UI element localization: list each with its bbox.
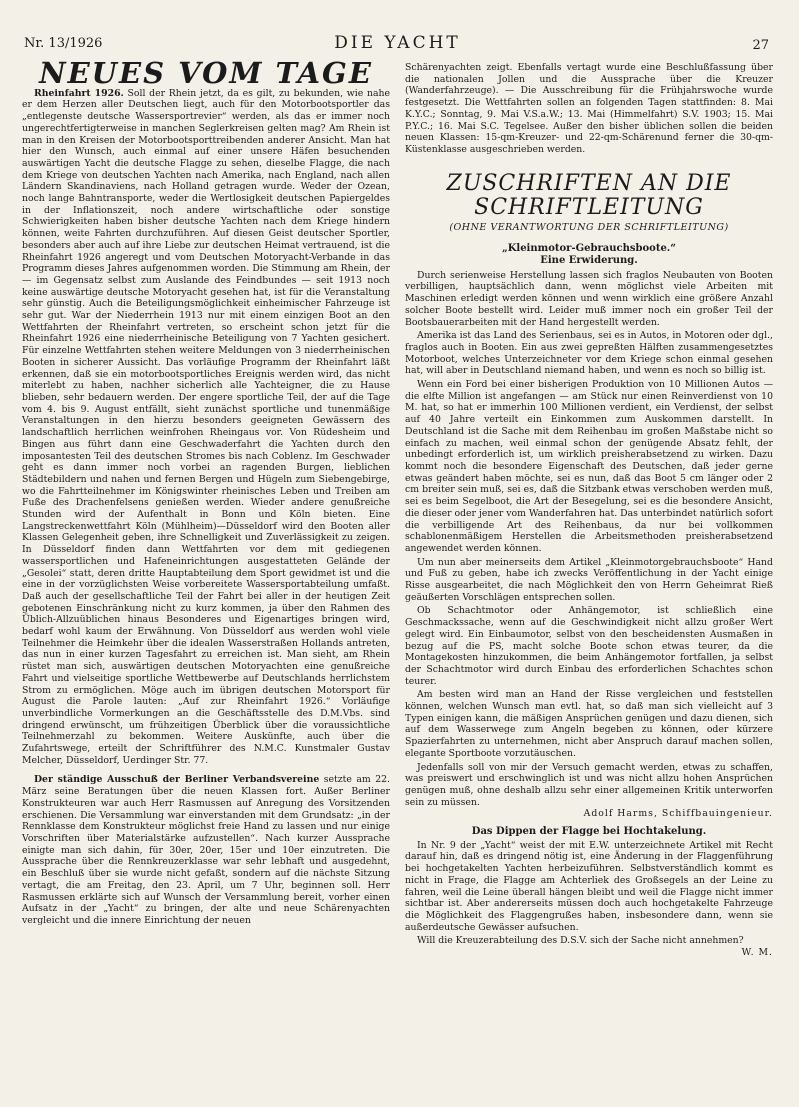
ausschuss-text: setzte am 22. März seine Beratungen über die neuen Klassen fort. Außer Berliner Konstrukteuren war auch Herr Rasmussen auf Anregung des Vorsitzenden erschienen. Die Versammlung war einverstanden mit dem Grundsatz: „in der Rennklasse dem Konstrukteur möglichst freie Hand zu lassen und nur einige Vorschriften über Materialstärke aufzustellen“. Nach kurzer Aussprache einigte man sich dahin, für 30er, 20er, 15er und 10er einzutreten. Die Aussprache über die Rennkreuzerklasse war sehr lebhaft und ausgedehnt, ein Beschluß über sie wurde nicht gefaßt, sondern auf die nächste Sitzung vertagt, die am Freitag, den 23. April, um 7 Uhr, beginnen soll. Herr Rasmussen erklärte sich auf Wunsch der Versammlung bereit, vorher einen Aufsatz in der „Yacht“ zu bringen, der alte und neue Schärenyachten vergleicht und die innere Einrichtung der neuen <box>22 774 391 926</box>
ausschuss-lead: Der ständige Ausschuß der Berliner Verbandsvereine <box>34 774 320 786</box>
left-column <box>22 56 391 959</box>
ausschuss-article <box>22 774 390 926</box>
flag-paragraph: In Nr. 9 der „Yacht“ weist der mit E.W. unterzeichnete Artikel mit Recht darauf hin, daß es dringend nötig ist, eine Änderung in der Flaggenführung bei hochgetakelten Yachten herbeizuführen. Selbstverständlich kommt es nicht in Frage, die Flagge am Achterliek des Großsegels an der Leine zu fahren, weil die Leine überall hängen bleibt und weil die Flagge nicht immer sichtbar ist. Aber andererseits müssen doch auch hochgetakelte Fahrzeuge die Möglichkeit des Flaggengrußes haben, insbesondere dann, wenn sie außerdeutsche Gewässer aufsuchen. <box>405 839 773 933</box>
letter-title: „Kleinmotor-Gebrauchsboote.“ <box>501 243 677 255</box>
letter-subtitle: Eine Erwiderung. <box>540 255 638 267</box>
rheinfahrt-lead: Rheinfahrt 1926. <box>34 87 124 99</box>
flag-signature: W. M. <box>741 947 773 959</box>
letter-paragraph: Um nun aber meinerseits dem Artikel „Kleinmotorgebrauchsboote“ Hand und Fuß zu geben, habe ich zwecks Veröffentlichung in der Yacht einige Risse ausgearbeitet, die nach Möglichkeit den von Herrn Geheimrat Rieß geäußerten Vorschlägen entsprechen sollen. <box>405 556 773 603</box>
letter-paragraph: Ob Schachtmotor oder Anhängemotor, ist schließlich eine Geschmackssache, wenn auf die Geschwindigkeit nicht allzu großer Wert gelegt wird. Ein Einbaumotor, selbst von den bescheidensten Ausmaßen in bezug auf die PS, macht solche Boote schon etwas teurer, da die Montagekosten hinzukommen, die beim Anhängemotor fortfallen, ja selbst der Schachtmotor wird durch Einbau des erforderlichen Schachtes schon teurer. <box>405 605 773 687</box>
letters-section-title: ZUSCHRIFTEN AN DIE SCHRIFTLEITUNG <box>446 170 732 220</box>
article-columns <box>22 56 773 959</box>
letter-paragraph: Wenn ein Ford bei einer bisherigen Produktion von 10 Millionen Autos — die elfte Million ist angefangen — am Stück nur einen Reinverdienst von 10 M. hat, so hat er immerhin 100 Millionen verdient, ein Verdienst, der selbst auf 40 Jahre verteilt ein Einkommen zum Auskommen darstellt. In Deutschland ist die Sache mit dem Reihenbau im großen Maßstabe nicht so einfach zu machen, weil einmal schon der genügende Absatz fehlt, der unbedingt erforderlich ist, um wirklich preisherabsetzend zu wirken. Dazu kommt noch die besondere Eigenschaft des Deutschen, daß jeder gerne etwas geändert haben möchte, sei es nun, daß das Boot 5 cm länger oder 2 cm breiter sein muß, sei es, daß die Sitzbank etwas verschoben werden muß, sei es beim Segelboot, die Art der Besegelung, sei es die besondere Ansicht, die dieser oder jener vom Wanderfahren hat. Das unterbindet natürlich sofort die verbilligende Art des Reihenbaus, da nur bei vollkommen schablonenmäßigem Herstellen die Arbeitsmethoden preisherabsetzend angewendet werden können. <box>405 379 773 554</box>
magazine-title: DIE YACHT <box>334 33 461 53</box>
issue-number: Nr. 13/1926 <box>24 36 103 51</box>
letter-paragraph: Amerika ist das Land des Serienbaus, sei es in Autos, in Motoren oder dgl., fraglos auch in Booten. Ein aus zwei gepreßten Hälften zusammengesetztes Motorboot, welches Unterzeichneter vor dem Kriege schon einmal gesehen hat, will aber in Deutschland niemand haben, und wenn es noch so billig ist. <box>405 330 773 377</box>
letter-paragraph: Durch serienweise Herstellung lassen sich fraglos Neubauten von Booten verbilligen, hauptsächlich dann, wenn möglichst viele Arbeiten mit Maschinen erledigt werden können und wenn wirklich eine größere Anzahl solcher Boote bestellt wird. Leider muß immer noch ein großer Teil der Bootsbauerarbeiten mit der Hand hergestellt werden. <box>405 269 773 328</box>
letter-paragraph: Am besten wird man an Hand der Risse vergleichen und feststellen können, welchen Wunsch man evtl. hat, so daß man sich vielleicht auf 3 Typen einigen kann, die mäßigen Ansprüchen genügen und dazu dienen, sich auf dem Wasserwege zum Angeln begeben zu können, oder kürzere Spazierfahrten zu unternehmen, nicht aber Anspruch darauf machen sollen, elegante Sportboote vorzutäuschen. <box>405 689 773 759</box>
news-section-title: NEUES VOM TAGE <box>39 56 373 90</box>
rheinfahrt-text: Soll der Rhein jetzt, da es gilt, zu bekunden, wie nahe er dem Herzen aller Deutschen liegt, auch für den Motorbootsportler das „entlegenste deutsche Wassersportrevier“ werden, als das er immer noch ungerechtfertigterweise in manchen Seglerkreisen gelten mag? Am Rhein ist man in den Kreisen der Motorbootsporttreibenden anderer Ansicht. Man hat hier den Wunsch, auch einmal auf einer unsere Häfen besuchenden auswärtigen Yacht die deutsche Flagge zu sehen, dieselbe Flagge, die nach dem Kriege von deutschen Yachten nach Amerika, nach England, nach allen Ländern Skandinaviens, nach Holland getragen wurde. Weder der Ozean, noch lange Bahntransporte, weder die Wertlosigkeit deutschen Papiergeldes in der Inflationszeit, noch andere wirtschaftliche oder sonstige Schwierigkeiten haben bisher deutsche Yachten nach dem Kriege hindern können, weite Fahrten durchzuführen. Auf diesen Geist deutscher Sportler, besonders aber auch auf ihre Liebe zur deutschen Heimat vertrauend, ist die Rheinfahrt 1926 angeregt und vom Deutschen Motoryacht-Verbande in das Programm dieses Jahres aufgenommen worden. Die Stimmung am Rhein, der — im Gegensatz selbst zum Auslande des Feindbundes — seit 1913 noch keine auswärtige deutsche Motoryacht gesehen hat, ist für die Veranstaltung sehr günstig. Auch die Beteiligungsmöglichkeit einheimischer Fahrzeuge ist sehr gut. War der Niederrhein 1913 nur mit einem einzigen Boot an den Wettfahrten der Rheinfahrt vertreten, so erscheint schon jetzt für die Rheinfahrt 1926 eine niederrheinische Beteiligung von 7 Yachten gesichert. Für einzelne Wettfahrten stehen weitere Meldungen von 3 niederrheinischen Booten in sicherer Aussicht. Das vorläufige Programm der Rheinfahrt läßt erkennen, daß sie ein motorbootsportliches Ereignis werden wird, das nicht miterlebt zu haben, nachher sicherlich alle Yachteigner, die zu Hause blieben, sehr bedauern werden. Der engere sportliche Teil, der auf die Tage vom 4. bis 9. August entfällt, sieht zunächst sportliche und tunenmäßige Veranstaltungen in den hierzu besonders geeigneten Gewässern des landschaftlich herrlichen weinfrohen Rheingaus vor. Von Rüdesheim und Bingen aus führt dann eine Geschwaderfahrt die Yachten durch den imposantesten Teil des deutschen Stromes bis nach Coblenz. Im Geschwader geht es dann immer noch vorbei an ragenden Burgen, lieblichen Städtebildern und nahen und fernen Bergen und Hügeln zum Siebengebirge, wo die Fahrtteilnehmer im Königswinter rheinisches Leben und Treiben am Fuße des Drachenfelsens genießen werden. Wieder andere genußreiche Stunden wird der Aufenthalt in Bonn und Köln bieten. Eine Langstreckenwettfahrt Köln (Mühlheim)—Düsseldorf wird den Booten aller Klassen Gelegenheit geben, ihre Schnelligkeit und Zuverlässigkeit zu zeigen. In Düsseldorf finden dann Wettfahrten vor dem mit gediegenen wassersportlichen und Hafeneinrichtungen ausgestatteten Gelände der „Gesolei“ statt, deren dritte Hauptabteilung dem Sport gewidmet ist und die eine in der vorzüglichsten Weise vorbereitete Wassersportabteilung umfaßt. Daß auch der gesellschaftliche Teil der Fahrt bei aller in der heutigen Zeit gebotenen Einschränkung nicht zu kurz kommen, ja über den Rahmen des Üblich-Allzuüblichen hinaus Besonderes und Eigenartiges bringen wird, bedarf wohl kaum der Erwähnung. Von Düsseldorf aus werden wohl viele Teilnehmer die Heimkehr über die idealen Wasserstraßen Hollands antreten, das nun in einer kurzen Tagesfahrt zu erreichen ist. Man sieht, am Rhein rüstet man sich, auswärtigen deutschen Motoryachten eine genußreiche Fahrt und vielseitige sportliche Wettbewerbe auf Deutschlands herrlichstem Strom zu ermöglichen. Möge auch im übrigen deutschen Motorsport für August die Parole lauten: „Auf zur Rheinfahrt 1926.“ Vorläufige unverbindliche Vormerkungen an die Geschäftsstelle des D.M.Vbs. sind dringend erwünscht, um frühzeitigen Überblick über die voraussichtliche Teilnehmerzahl zu bekommen. Weitere Auskünfte, auch über die Zufahrtswege, erteilt der Schriftführer des N.M.C. Kunstmaler Gustav Melcher, Düsseldorf, Uerdinger Str. 77. <box>22 87 390 766</box>
ausschuss-continuation: Schärenyachten zeigt. Ebenfalls vertagt wurde eine Beschlußfassung über die nationalen Jollen und die Aussprache über die Kreuzer (Wanderfahrzeuge). — Die Ausschreibung für die Frühjahrswoche wurde festgesetzt. Die Wettfahrten sollen an folgenden Tagen stattfinden: 8. Mai K.Y.C.; Sonntag, 9. Mai V.S.a.W.; 13. Mai (Himmelfahrt) S.V. 1903; 15. Mai P.Y.C.; 16. Mai S.C. Tegelsee. Außer den bisher üblichen sollen die beiden neuen Klassen: 15-qm-Kreuzer- und 22-qm-Schärenund ferner die 30-qm-Küstenklasse ausgeschrieben werden. <box>405 62 773 155</box>
rheinfahrt-article <box>22 88 390 767</box>
letters-section-note: (OHNE VERANTWORTUNG DER SCHRIFTLEITUNG) <box>449 221 729 233</box>
letter-paragraph: Jedenfalls soll von mir der Versuch gemacht werden, etwas zu schaffen, was preiswert und erschwinglich ist und was nicht allzu hohen Ansprüchen genügen muß, ohne deshalb allzu sehr einer allgemeinen Kritik unterworfen sein zu müssen. <box>405 761 773 808</box>
letter-signature: Adolf Harms, Schiffbauingenieur. <box>583 808 773 820</box>
flag-paragraph: Will die Kreuzerabteilung des D.S.V. sich der Sache nicht annehmen? <box>417 935 744 947</box>
right-column <box>405 62 773 959</box>
page-header <box>22 30 773 58</box>
flag-article-title: Das Dippen der Flagge bei Hochtakelung. <box>471 826 707 838</box>
page-number: 27 <box>752 38 769 53</box>
